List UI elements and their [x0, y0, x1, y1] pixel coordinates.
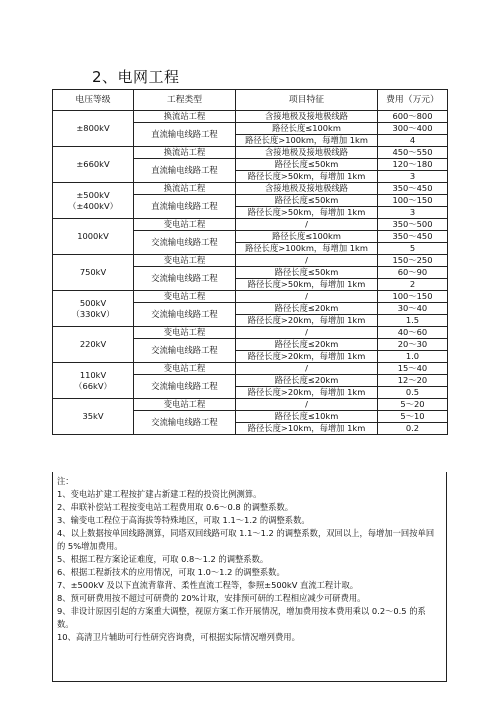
feature-cell: 含接地极及接地极线路 [236, 147, 378, 159]
feature-cell: / [236, 363, 378, 375]
table-row [53, 327, 448, 339]
feature-cell: / [236, 327, 378, 339]
grid-cost-table [52, 89, 448, 435]
cost-cell: 40～60 [378, 327, 448, 339]
feature-cell: 路径长度>50km，每增加 1km [236, 171, 378, 183]
table-row [53, 291, 448, 303]
table-row [53, 255, 448, 267]
feature-cell: 路径长度>50km，每增加 1km [236, 207, 378, 219]
cost-cell: 4 [378, 135, 448, 147]
section-title: 2、电网工程 [92, 68, 180, 86]
note-item: 4、以上数据按单回线路测算，同塔双回线路可取 1.1～1.2 的调整系数，双回以上，每增加一回按单回的 5%增加费用。 [57, 528, 435, 551]
cost-cell: 1.5 [378, 315, 448, 327]
cost-cell: 30～40 [378, 303, 448, 315]
feature-cell: 路径长度>10km，每增加 1km [236, 423, 378, 435]
project-type-cell: 直流输电线路工程 [134, 195, 236, 219]
cost-cell: 350～450 [378, 183, 448, 195]
project-type-cell: 交流输电线路工程 [134, 339, 236, 363]
cost-cell: 600～800 [378, 111, 448, 123]
voltage-level-line: （±400kV） [68, 200, 118, 211]
note-item: 8、预可研费用按不超过可研费的 20%计取，安排预可研的工程相应减少可研费用。 [57, 593, 366, 603]
feature-cell: / [236, 255, 378, 267]
note-item: 3、输变电工程位于高海拔等特殊地区，可取 1.1～1.2 的调整系数。 [57, 515, 310, 525]
feature-cell: 路径长度>20km，每增加 1km [236, 351, 378, 363]
feature-cell: 路径长度≤10km [236, 411, 378, 423]
cost-cell: 5～10 [378, 411, 448, 423]
table-row [53, 363, 448, 375]
cost-cell: 1.0 [378, 351, 448, 363]
feature-cell: / [236, 399, 378, 411]
feature-cell: 路径长度>100km，每增加 1km [236, 135, 378, 147]
voltage-level-line: ±800kV [76, 123, 110, 133]
feature-cell: 路径长度≤100km [236, 231, 378, 243]
feature-cell: 路径长度≤50km [236, 159, 378, 171]
cost-cell: 3 [378, 171, 448, 183]
voltage-level-cell [53, 291, 134, 327]
cost-cell: 450～550 [378, 147, 448, 159]
note-item: 6、根据工程新技术的应用情况，可取 1.0～1.2 的调整系数。 [57, 567, 285, 577]
table-header-row [53, 90, 448, 111]
feature-cell: 路径长度≤100km [236, 123, 378, 135]
notes-heading: 注： [57, 476, 74, 486]
cost-cell: 20～30 [378, 339, 448, 351]
voltage-level-cell [53, 147, 134, 183]
table-row [53, 147, 448, 159]
feature-cell: 路径长度≤50km [236, 267, 378, 279]
cost-cell: 350～450 [378, 231, 448, 243]
cost-cell: 100～150 [378, 195, 448, 207]
project-type-cell: 换流站工程 [134, 183, 236, 195]
voltage-level-cell [53, 255, 134, 291]
cost-cell: 350～500 [378, 219, 448, 231]
header-type: 工程类型 [134, 90, 236, 111]
project-type-cell: 换流站工程 [134, 111, 236, 123]
project-type-cell: 交流输电线路工程 [134, 375, 236, 399]
cost-cell: 5 [378, 243, 448, 255]
voltage-level-line: （66kV） [74, 380, 112, 391]
table-row [53, 183, 448, 195]
feature-cell: 路径长度≤50km [236, 195, 378, 207]
note-item: 10、高清卫片辅助可行性研究咨询费，可根据实际情况增列费用。 [57, 632, 300, 642]
header-voltage: 电压等级 [53, 90, 134, 111]
voltage-level-line: 35kV [82, 411, 104, 421]
project-type-cell: 交流输电线路工程 [134, 267, 236, 291]
feature-cell: 路径长度≤20km [236, 339, 378, 351]
cost-cell: 150～250 [378, 255, 448, 267]
header-cost: 费用（万元） [378, 90, 448, 111]
cost-cell: 0.2 [378, 423, 448, 435]
notes-box [52, 472, 447, 682]
note-item: 2、串联补偿站工程按变电站工程费用取 0.6～0.8 的调整系数。 [57, 502, 294, 512]
feature-cell: 路径长度≤20km [236, 303, 378, 315]
cost-cell: 3 [378, 207, 448, 219]
project-type-cell: 直流输电线路工程 [134, 159, 236, 183]
voltage-level-cell [53, 183, 134, 219]
cost-cell: 100～150 [378, 291, 448, 303]
feature-cell: 路径长度>100km，每增加 1km [236, 243, 378, 255]
project-type-cell: 变电站工程 [134, 399, 236, 411]
note-item: 1、变电站扩建工程按扩建占新建工程的投资比例测算。 [57, 489, 262, 499]
project-type-cell: 交流输电线路工程 [134, 303, 236, 327]
project-type-cell: 变电站工程 [134, 219, 236, 231]
project-type-cell: 变电站工程 [134, 327, 236, 339]
voltage-level-line: ±500kV [76, 189, 110, 200]
note-item: 5、根据工程方案论证难度，可取 0.8～1.2 的调整系数。 [57, 554, 269, 564]
cost-cell: 300～400 [378, 123, 448, 135]
voltage-level-cell [53, 363, 134, 399]
feature-cell: 含接地极及接地极线路 [236, 111, 378, 123]
cost-cell: 0.5 [378, 387, 448, 399]
feature-cell: 路径长度≤20km [236, 375, 378, 387]
table-row [53, 219, 448, 231]
feature-cell: 路径长度>20km，每增加 1km [236, 387, 378, 399]
project-type-cell: 交流输电线路工程 [134, 231, 236, 255]
project-type-cell: 换流站工程 [134, 147, 236, 159]
header-feature: 项目特征 [236, 90, 378, 111]
table-row [53, 399, 448, 411]
voltage-level-line: （330kV） [71, 308, 115, 319]
voltage-level-line: ±660kV [76, 159, 110, 169]
voltage-level-line: 1000kV [77, 231, 109, 241]
voltage-level-cell [53, 327, 134, 363]
feature-cell: / [236, 291, 378, 303]
voltage-level-line: 220kV [79, 339, 107, 349]
cost-cell: 2 [378, 279, 448, 291]
voltage-level-cell [53, 111, 134, 147]
project-type-cell: 变电站工程 [134, 255, 236, 267]
project-type-cell: 变电站工程 [134, 291, 236, 303]
feature-cell: / [236, 219, 378, 231]
project-type-cell: 直流输电线路工程 [134, 123, 236, 147]
cost-cell: 120～180 [378, 159, 448, 171]
feature-cell: 路径长度>20km，每增加 1km [236, 315, 378, 327]
feature-cell: 含接地极及接地极线路 [236, 183, 378, 195]
voltage-level-cell [53, 219, 134, 255]
cost-cell: 60～90 [378, 267, 448, 279]
cost-cell: 15～40 [378, 363, 448, 375]
feature-cell: 路径长度>50km，每增加 1km [236, 279, 378, 291]
project-type-cell: 变电站工程 [134, 363, 236, 375]
table-row [53, 111, 448, 123]
cost-cell: 5～20 [378, 399, 448, 411]
voltage-level-cell [53, 399, 134, 435]
voltage-level-line: 750kV [79, 267, 107, 277]
note-item: 7、±500kV 及以下直流背靠背、柔性直流工程等，参照±500kV 直流工程计取。 [57, 580, 359, 590]
voltage-level-line: 110kV [79, 369, 107, 380]
cost-cell: 12～20 [378, 375, 448, 387]
note-item: 9、非设计原因引起的方案重大调整，视原方案工作开展情况，增加费用按本费用乘以 0.2～0.5 的系数。 [57, 606, 426, 629]
project-type-cell: 交流输电线路工程 [134, 411, 236, 435]
voltage-level-line: 500kV [79, 297, 107, 308]
